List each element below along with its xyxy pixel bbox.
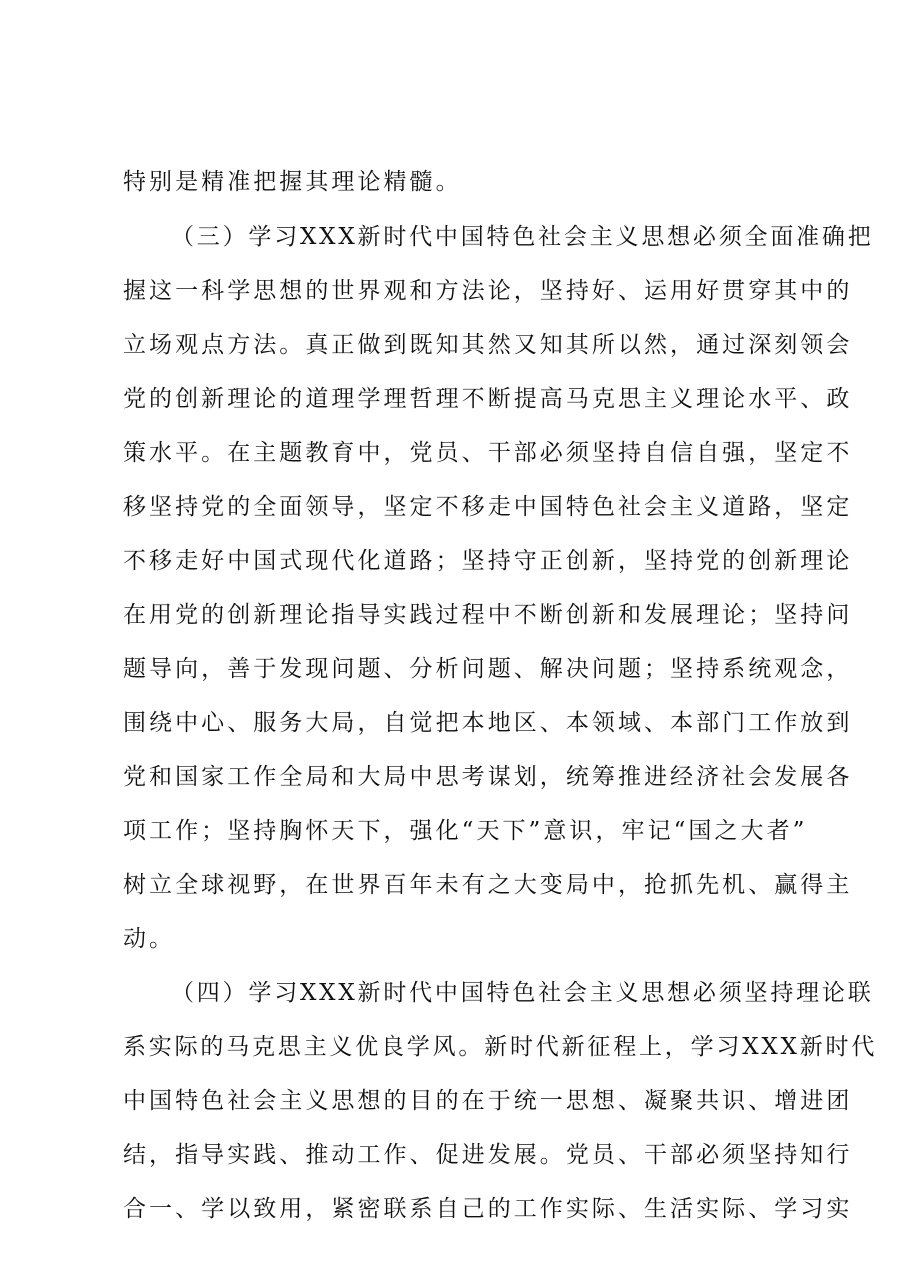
paragraph-line: 握这一科学思想的世界观和方法论，坚持好、运用好贯穿其中的 (123, 278, 853, 304)
paragraph-line: 树立全球视野，在世界百年未有之大变局中，抢抓先机、赢得主 (123, 872, 853, 898)
paragraph-line: （三）学习XXX新时代中国特色社会主义思想必须全面准确把 (171, 224, 874, 250)
paragraph-line: （四）学习XXX新时代中国特色社会主义思想必须坚持理论联 (171, 980, 874, 1006)
paragraph-line: 不移走好中国式现代化道路；坚持守正创新，坚持党的创新理论 (123, 548, 853, 574)
paragraph-line: 结，指导实践、推动工作、促进发展。党员、干部必须坚持知行 (123, 1142, 853, 1168)
paragraph-line: 系实际的马克思主义优良学风。新时代新征程上，学习XXX新时代 (123, 1034, 878, 1060)
paragraph-line: 策水平。在主题教育中，党员、干部必须坚持自信自强，坚定不 (123, 440, 853, 466)
paragraph-line: 立场观点方法。真正做到既知其然又知其所以然，通过深刻领会 (123, 332, 853, 358)
paragraph-line: 项工作；坚持胸怀天下，强化“天下”意识，牢记“国之大者” (123, 818, 808, 844)
paragraph-line: 党的创新理论的道理学理哲理不断提高马克思主义理论水平、政 (123, 386, 853, 412)
paragraph-line: 中国特色社会主义思想的目的在于统一思想、凝聚共识、增进团 (123, 1088, 853, 1114)
paragraph-line: 围绕中心、服务大局，自觉把本地区、本领域、本部门工作放到 (123, 710, 853, 736)
paragraph-line: 合一、学以致用，紧密联系自己的工作实际、生活实际、学习实 (123, 1196, 853, 1222)
paragraph-line: 在用党的创新理论指导实践过程中不断创新和发展理论；坚持问 (123, 602, 853, 628)
paragraph-line: 移坚持党的全面领导，坚定不移走中国特色社会主义道路，坚定 (123, 494, 853, 520)
paragraph-line: 特别是精准把握其理论精髓。 (123, 169, 462, 195)
paragraph-line: 党和国家工作全局和大局中思考谋划，统筹推进经济社会发展各 (123, 764, 853, 790)
paragraph-line: 动。 (123, 926, 176, 952)
paragraph-line: 题导向，善于发现问题、分析问题、解决问题；坚持系统观念， (123, 656, 853, 682)
